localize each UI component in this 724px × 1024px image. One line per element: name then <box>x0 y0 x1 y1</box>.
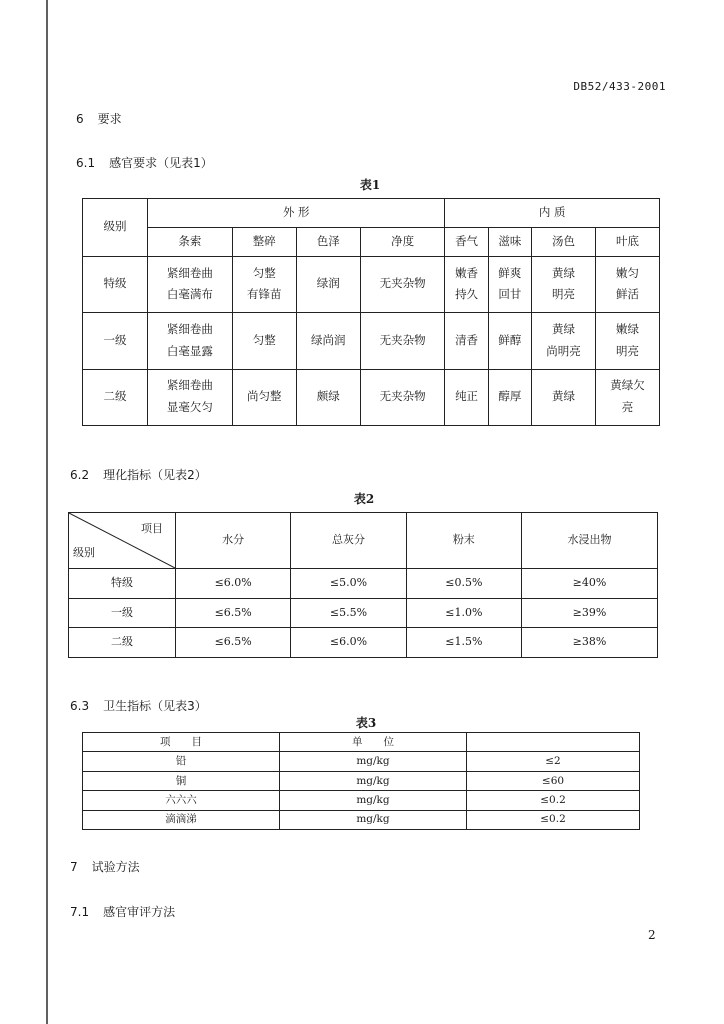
table-cell: 六六六 <box>83 791 280 810</box>
table-cell: 鲜爽 回甘 <box>488 256 531 312</box>
table-cell: ≤5.5% <box>291 598 406 628</box>
table-cell: ≤1.5% <box>406 628 521 658</box>
table-cell: ≤2 <box>467 752 640 771</box>
table-3-caption: 表3 <box>355 716 377 730</box>
table-cell: mg/kg <box>280 791 467 810</box>
corner-label-item: 项目 <box>141 522 163 535</box>
table-cell: 紧细卷曲 显毫欠匀 <box>148 369 233 425</box>
table-cell: ≤60 <box>467 771 640 790</box>
section-number: 6.1 <box>76 156 96 170</box>
section-number: 6.2 <box>70 468 90 482</box>
table-cell: 无夹杂物 <box>360 369 445 425</box>
column-header: 汤色 <box>531 227 595 256</box>
column-header: 香气 <box>445 227 488 256</box>
table-cell: ≤0.2 <box>467 810 640 829</box>
section-number: 7 <box>70 860 78 874</box>
table-row <box>83 791 640 810</box>
table-cell: ≥40% <box>521 569 657 599</box>
column-header: 总灰分 <box>291 513 406 569</box>
section-title: 卫生指标（见表3） <box>103 699 207 713</box>
column-header: 滋味 <box>488 227 531 256</box>
section-number: 6.3 <box>70 699 90 713</box>
table-cell: 绿润 <box>296 256 360 312</box>
table-cell: 鲜醇 <box>488 313 531 369</box>
section-title: 理化指标（见表2） <box>103 468 207 482</box>
column-header: 色泽 <box>296 227 360 256</box>
section-6-2-heading <box>70 466 207 483</box>
table-cell: 颇绿 <box>296 369 360 425</box>
table-cell: 嫩绿 明亮 <box>595 313 659 369</box>
column-header: 净度 <box>360 227 445 256</box>
table-cell: 紧细卷曲 白毫满布 <box>148 256 233 312</box>
table-cell: 嫩匀 鲜活 <box>595 256 659 312</box>
table-cell: ≤1.0% <box>406 598 521 628</box>
physicochemical-table <box>68 512 658 658</box>
table-row <box>83 752 640 771</box>
table-row <box>69 628 658 658</box>
column-header: 粉末 <box>406 513 521 569</box>
table-row <box>83 771 640 790</box>
column-header: 单 位 <box>280 733 467 752</box>
grade-cell: 特级 <box>69 569 176 599</box>
hygiene-indicators-table <box>82 732 640 830</box>
table-row <box>83 313 660 369</box>
table-2-caption: 表2 <box>353 492 375 506</box>
section-number: 7.1 <box>70 905 90 919</box>
section-title: 要求 <box>97 112 122 126</box>
table-cell: 无夹杂物 <box>360 256 445 312</box>
table-row <box>69 598 658 628</box>
table-cell: mg/kg <box>280 771 467 790</box>
table-row <box>83 810 640 829</box>
table-cell: 清香 <box>445 313 488 369</box>
grade-cell: 一级 <box>83 313 148 369</box>
table-cell: 纯正 <box>445 369 488 425</box>
section-6-3-heading <box>70 697 207 714</box>
corner-header-cell <box>69 513 176 569</box>
column-header: 叶底 <box>595 227 659 256</box>
table-cell: ≥38% <box>521 628 657 658</box>
page-number: 2 <box>648 928 656 942</box>
table-cell: mg/kg <box>280 752 467 771</box>
grade-cell: 二级 <box>69 628 176 658</box>
table-cell: ≤0.2 <box>467 791 640 810</box>
table-cell: 黄绿 尚明亮 <box>531 313 595 369</box>
table-cell: 紧细卷曲 白毫显露 <box>148 313 233 369</box>
section-7-1-heading <box>70 903 175 920</box>
table-cell: ≤6.5% <box>176 598 291 628</box>
section-title: 感官要求（见表1） <box>109 156 213 170</box>
table-row <box>83 256 660 312</box>
table-cell: 匀整 <box>232 313 296 369</box>
grade-cell: 二级 <box>83 369 148 425</box>
table-row <box>83 369 660 425</box>
grade-header-cell: 级别 <box>83 199 148 257</box>
column-header: 水浸出物 <box>521 513 657 569</box>
section-number: 6 <box>76 112 84 126</box>
column-header: 水分 <box>176 513 291 569</box>
table-cell: ≤6.0% <box>176 569 291 599</box>
table-1-caption: 表1 <box>359 178 381 192</box>
section-7-heading <box>70 858 140 875</box>
table-cell: ≤0.5% <box>406 569 521 599</box>
grade-cell: 一级 <box>69 598 176 628</box>
table-cell: 铜 <box>83 771 280 790</box>
corner-label-grade: 级别 <box>73 546 95 560</box>
table-cell: 铅 <box>83 752 280 771</box>
table-cell: 滴滴涕 <box>83 810 280 829</box>
table-cell: ≤6.0% <box>291 628 406 658</box>
column-header: 整碎 <box>232 227 296 256</box>
outer-appearance-header: 外 形 <box>148 199 445 228</box>
scan-edge-line <box>46 0 48 1024</box>
table-cell: 绿尚润 <box>296 313 360 369</box>
grade-cell: 特级 <box>83 256 148 312</box>
table-cell: ≤5.0% <box>291 569 406 599</box>
section-title: 感官审评方法 <box>103 905 176 919</box>
table-cell: 黄绿 <box>531 369 595 425</box>
inner-quality-header: 内 质 <box>445 199 660 228</box>
table-cell: mg/kg <box>280 810 467 829</box>
column-header <box>467 733 640 752</box>
section-title: 试验方法 <box>91 860 140 874</box>
column-header: 条索 <box>148 227 233 256</box>
sensory-requirements-table <box>82 198 660 426</box>
table-cell: 匀整 有锋苗 <box>232 256 296 312</box>
table-cell: ≥39% <box>521 598 657 628</box>
table-row <box>69 569 658 599</box>
section-6-heading <box>76 110 122 127</box>
document-code: DB52/433-2001 <box>573 80 666 93</box>
column-header: 项 目 <box>83 733 280 752</box>
table-cell: ≤6.5% <box>176 628 291 658</box>
table-cell: 嫩香 持久 <box>445 256 488 312</box>
table-cell: 黄绿 明亮 <box>531 256 595 312</box>
table-cell: 黄绿欠 亮 <box>595 369 659 425</box>
table-cell: 醇厚 <box>488 369 531 425</box>
section-6-1-heading <box>76 154 213 171</box>
table-cell: 无夹杂物 <box>360 313 445 369</box>
table-cell: 尚匀整 <box>232 369 296 425</box>
